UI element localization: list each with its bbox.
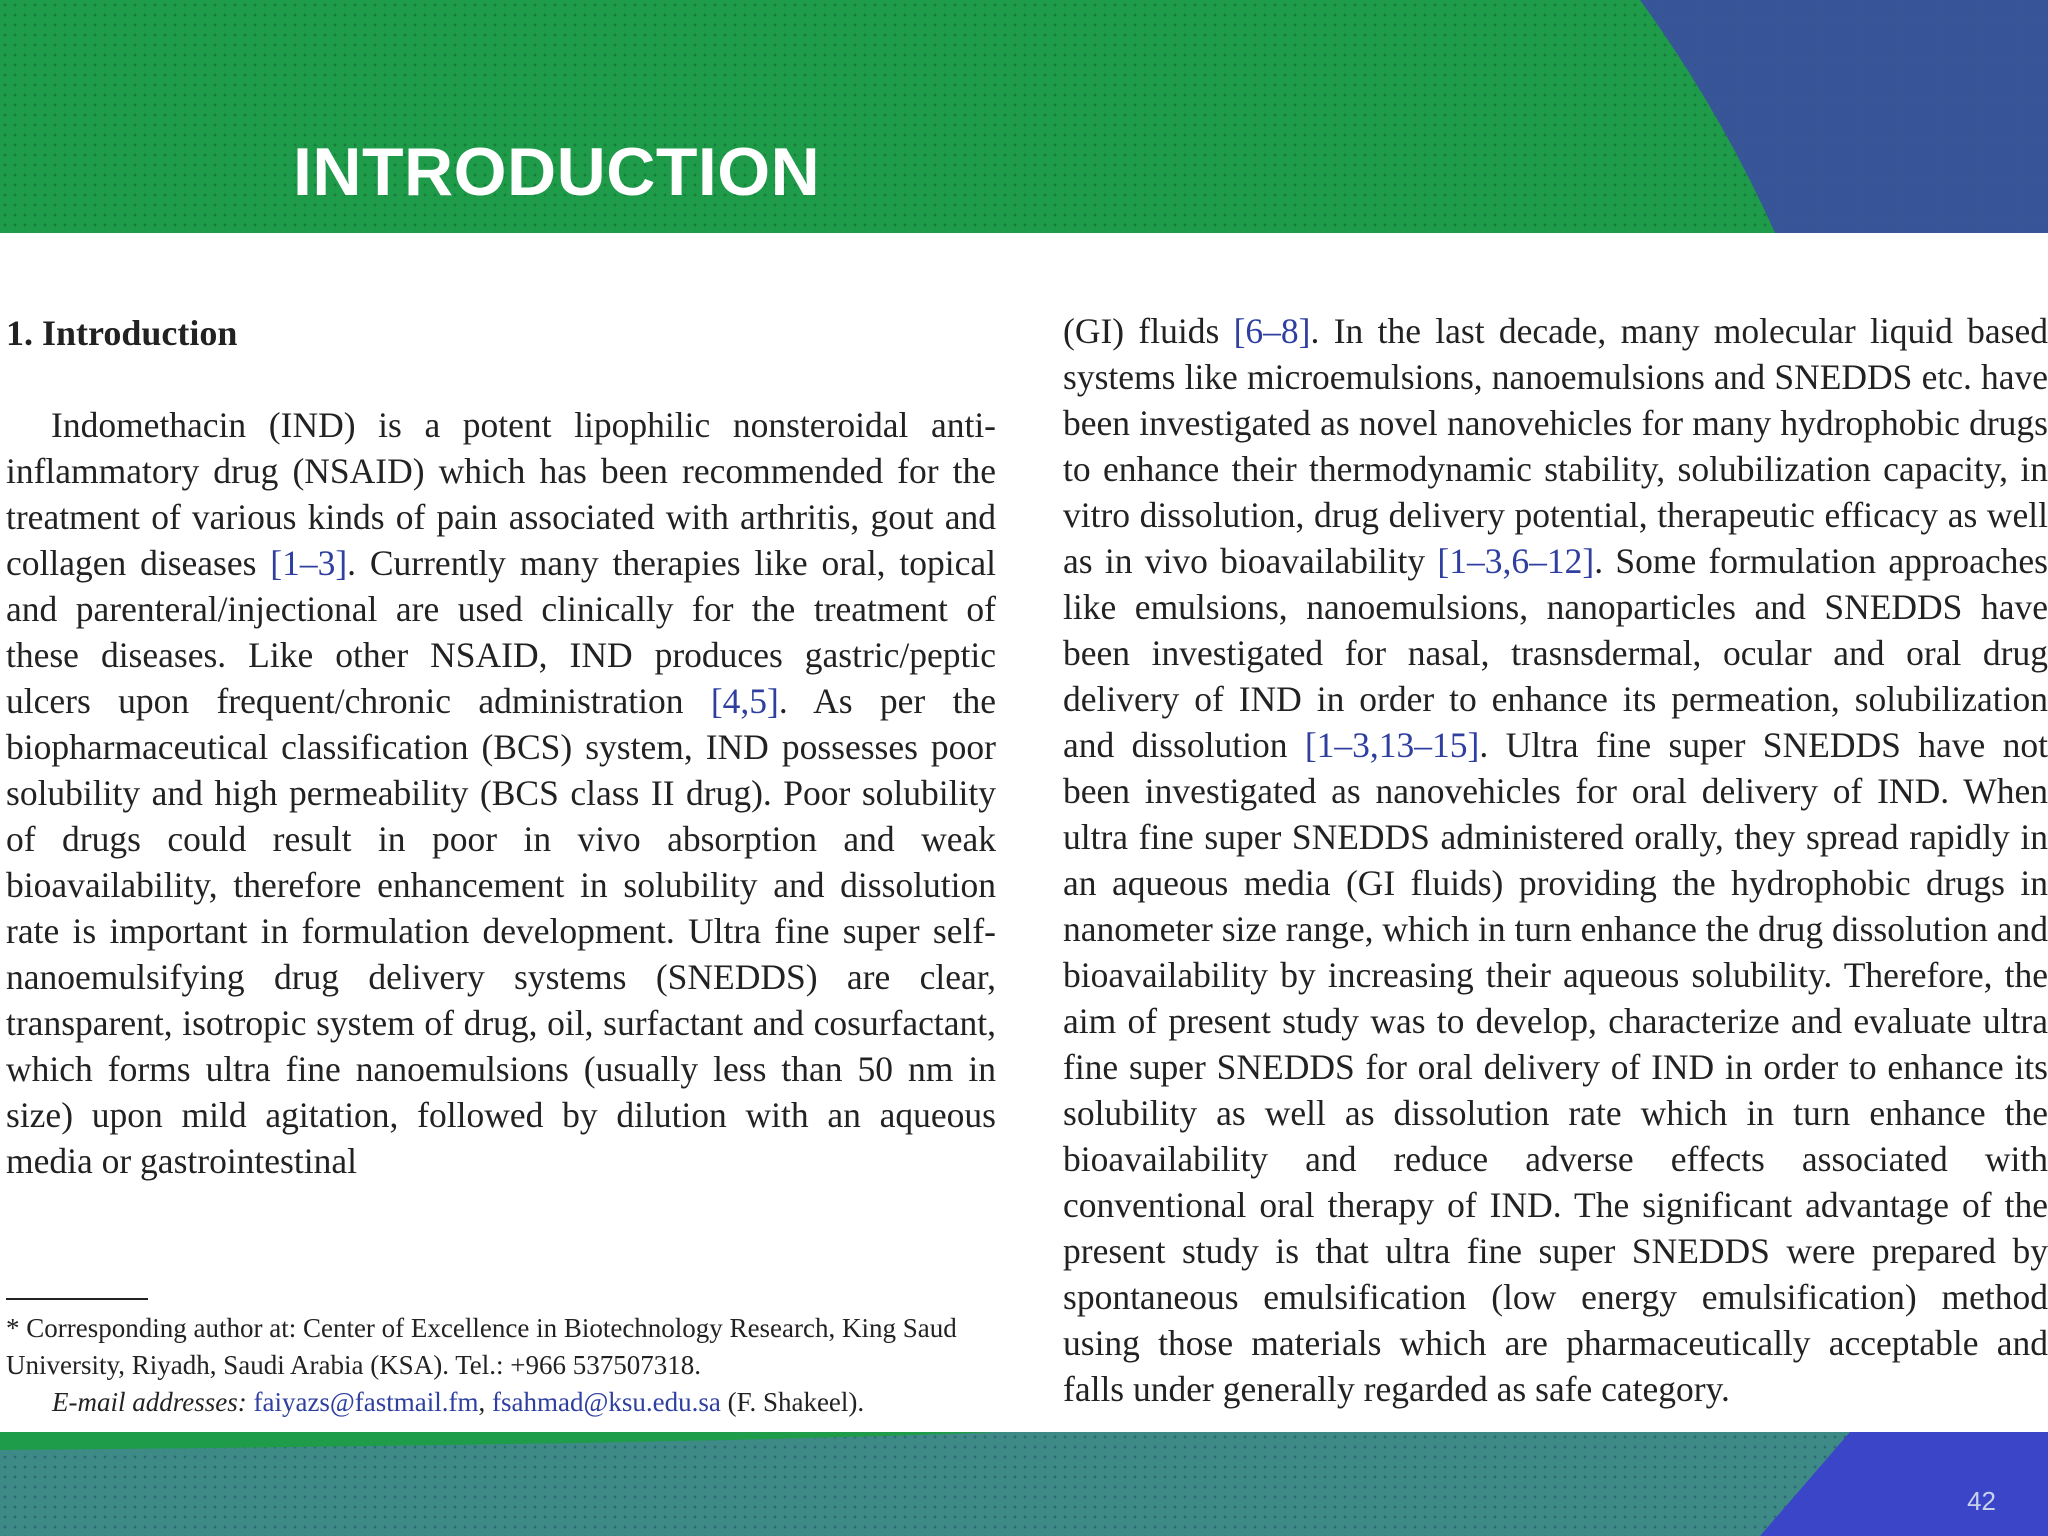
paragraph-text: (GI) fluids [1063, 311, 1234, 351]
footer-decoration [0, 1432, 2048, 1536]
slide-title: INTRODUCTION [293, 134, 821, 210]
citation-ref[interactable]: [4,5] [710, 681, 779, 721]
citation-ref[interactable]: [6–8] [1233, 311, 1311, 351]
banner-blue-wave [1640, 0, 2048, 233]
article-right-column [1063, 308, 2048, 1412]
footer-green-wave [0, 1432, 1000, 1450]
footnote [6, 1298, 996, 1421]
footnote-rule [6, 1298, 148, 1300]
footnote-line-1: * Corresponding author at: Center of Excellence in Biotechnology Research, King Saud [6, 1313, 957, 1343]
footer-bar [0, 1432, 2048, 1536]
paragraph-text: Indomethacin (IND) is a potent lipophilic nonsteroidal anti-inflammatory drug (NSAID) which has been recommended for the treatment of various kinds of pain associated with arthritis, gout and collagen diseases [6, 405, 996, 583]
intro-paragraph-right [1063, 308, 2048, 1412]
footnote-author: (F. Shakeel). [720, 1387, 865, 1417]
title-banner [0, 0, 2048, 233]
email-link-1[interactable]: faiyazs@fastmail.fm [253, 1387, 479, 1417]
footnote-line-2: University, Riyadh, Saudi Arabia (KSA). Tel.: +966 537507318. [6, 1350, 702, 1380]
email-label: E-mail addresses: [52, 1387, 247, 1417]
intro-paragraph-left [6, 402, 996, 1184]
citation-ref[interactable]: [1–3,13–15] [1304, 725, 1480, 765]
footer-purple-wedge [1760, 1432, 2048, 1536]
footnote-email-line [6, 1384, 996, 1421]
paragraph-text: . Ultra fine super SNEDDS have not been investigated as nanovehicles for oral delivery of IND. When ultra fine super SNEDDS administered orally, they spread rapidly in an aqueous media (GI fluids) providing the hydrophobic drugs in nanometer size range, which in turn enhance the drug dissolution and bioavailability by increasing their aqueous solubility. Therefore, the aim of present study was to develop, characterize and evaluate ultra fine super SNEDDS for oral delivery of IND in order to enhance its solubility as well as dissolution rate which in turn enhance the bioavailability and reduce adverse effects associated with conventional oral therapy of IND. The significant advantage of the present study is that ultra fine super SNEDDS were prepared by spontaneous emulsification (low energy emulsification) method using those materials which are pharmaceutically acceptable and falls under generally regarded as safe category. [1063, 725, 2048, 1409]
paragraph-text: . Currently many therapies like oral, topical and parenteral/injectional are used clinically for the treatment of these diseases. Like other NSAID, IND produces gastric/peptic ulcers upon frequent/chronic administration [6, 543, 996, 721]
email-separator: , [478, 1387, 493, 1417]
article-left-column [6, 308, 996, 1184]
email-link-2[interactable]: fsahmad@ksu.edu.sa [492, 1387, 721, 1417]
citation-ref[interactable]: [1–3] [270, 543, 348, 583]
paragraph-text: . As per the biopharmaceutical classification (BCS) system, IND possesses poor solubility and high permeability (BCS class II drug). Poor solubility of drugs could result in poor in vivo absorption and weak bioavailability, therefore enhancement in solubility and dissolution rate is important in formulation development. Ultra fine super self-nanoemulsifying drug delivery systems (SNEDDS) are clear, transparent, isotropic system of drug, oil, surfactant and cosurfactant, which forms ultra fine nanoemulsions (usually less than 50 nm in size) upon mild agitation, followed by dilution with an aqueous media or gastrointestinal [6, 681, 996, 1181]
page-number: 42 [1967, 1486, 1996, 1516]
citation-ref[interactable]: [1–3,6–12] [1437, 541, 1595, 581]
section-heading: 1. Introduction [6, 313, 238, 353]
paragraph-text: . In the last decade, many molecular liquid based systems like microemulsions, nanoemulsions and SNEDDS etc. have been investigated as novel nanovehicles for many hydrophobic drugs to enhance their thermodynamic stability, solubilization capacity, in vitro dissolution, drug delivery potential, therapeutic efficacy as well as in vivo bioavailability [1063, 311, 2048, 581]
paragraph-text: . Some formulation approaches like emulsions, nanoemulsions, nanoparticles and SNEDDS have been investigated for nasal, trasnsdermal, ocular and oral drug delivery of IND in order to enhance its permeation, solubilization and dissolution [1063, 541, 2048, 765]
